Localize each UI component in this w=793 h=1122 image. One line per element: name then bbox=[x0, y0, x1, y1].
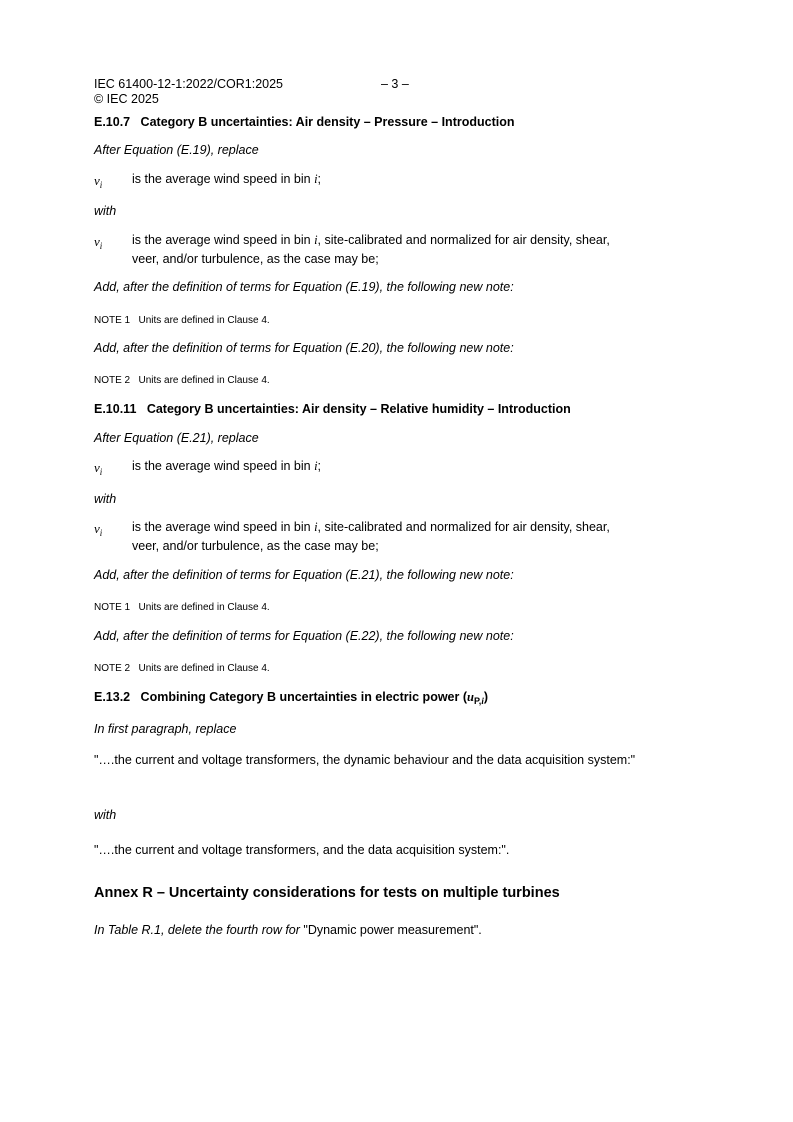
instruction-with: with bbox=[94, 808, 117, 822]
note: NOTE 1 Units are defined in Clause 4. bbox=[94, 315, 270, 326]
symbol-u-p-i: $u_{P,i}$ bbox=[467, 690, 484, 706]
instruction-replace: After Equation (E.19), replace bbox=[94, 143, 259, 157]
annex-heading: Annex R – Uncertainty considerations for tests on multiple turbines bbox=[94, 885, 560, 901]
definition-new: is the average wind speed in bin i, site-calibrated and normalized for air density, shear, bbox=[132, 233, 610, 247]
instruction-add-note: Add, after the definition of terms for Equation (E.20), the following new note: bbox=[94, 341, 514, 355]
definition-old: is the average wind speed in bin i; bbox=[132, 459, 322, 473]
annex-instruction: In Table R.1, delete the fourth row for "Dynamic power measurement". bbox=[94, 923, 482, 937]
document-id: IEC 61400-12-1:2022/COR1:2025 bbox=[94, 77, 284, 91]
definition-new: is the average wind speed in bin i, site-calibrated and normalized for air density, shear, bbox=[132, 520, 610, 534]
instruction-add-note: Add, after the definition of terms for Equation (E.21), the following new note: bbox=[94, 568, 514, 582]
definition-new-continued: veer, and/or turbulence, as the case may be; bbox=[132, 539, 379, 553]
instruction-add-note: Add, after the definition of terms for Equation (E.22), the following new note: bbox=[94, 629, 514, 643]
symbol-v-i: $v_i$ bbox=[94, 173, 103, 190]
symbol-v-i: $v_i$ bbox=[94, 234, 103, 251]
section-heading-e10-7: E.10.7 Category B uncertainties: Air density – Pressure – Introduction bbox=[94, 115, 515, 129]
instruction-replace: In first paragraph, replace bbox=[94, 722, 237, 736]
definition-new-continued: veer, and/or turbulence, as the case may be; bbox=[132, 252, 379, 266]
note: NOTE 2 Units are defined in Clause 4. bbox=[94, 663, 270, 674]
instruction-replace: After Equation (E.21), replace bbox=[94, 431, 259, 445]
symbol-v-i: $v_i$ bbox=[94, 460, 103, 477]
symbol-v-i: $v_i$ bbox=[94, 521, 103, 538]
instruction-with: with bbox=[94, 492, 117, 506]
section-heading-e13-2: E.13.2 Combining Category B uncertainties in electric power $(u_{P,i})$ bbox=[94, 690, 488, 706]
note: NOTE 1 Units are defined in Clause 4. bbox=[94, 602, 270, 613]
instruction-with: with bbox=[94, 204, 117, 218]
instruction-add-note: Add, after the definition of terms for Equation (E.19), the following new note: bbox=[94, 280, 514, 294]
note: NOTE 2 Units are defined in Clause 4. bbox=[94, 375, 270, 386]
section-heading-e10-11: E.10.11 Category B uncertainties: Air density – Relative humidity – Introduction bbox=[94, 402, 571, 416]
quoted-text-old: "….the current and voltage transformers, the dynamic behaviour and the data acquisition system:" bbox=[94, 753, 636, 767]
page-number: – 3 – bbox=[381, 77, 409, 91]
definition-old: is the average wind speed in bin i; bbox=[132, 172, 322, 186]
copyright: © IEC 2025 bbox=[94, 92, 159, 106]
quoted-text-new: "….the current and voltage transformers, and the data acquisition system:". bbox=[94, 843, 510, 857]
